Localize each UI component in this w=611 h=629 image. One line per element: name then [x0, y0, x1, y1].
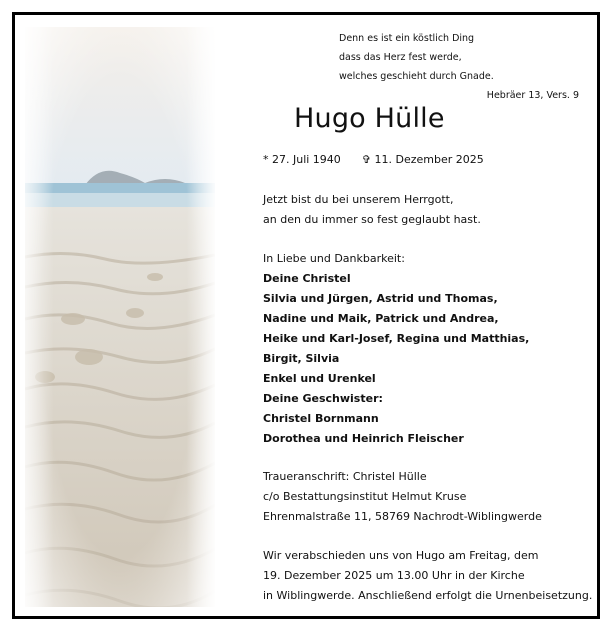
verse-line: Denn es ist ein köstlich Ding — [339, 33, 475, 44]
memorial-quote — [263, 190, 481, 230]
address-line: Ehrenmalstraße 11, 58769 Nachrodt-Wiblingwerde — [263, 510, 542, 523]
verse-line: welches geschieht durch Gnade. — [339, 71, 494, 82]
verse-reference: Hebräer 13, Vers. 9 — [486, 90, 579, 101]
mourner-name: Heike und Karl-Josef, Regina und Matthias, — [263, 332, 530, 345]
quote-line: an den du immer so fest geglaubt hast. — [263, 213, 481, 226]
bible-verse — [339, 29, 579, 105]
mourners-list — [263, 249, 529, 449]
beach-photo — [25, 27, 215, 607]
birth-date: * 27. Juli 1940 — [263, 153, 341, 166]
mourners-intro: In Liebe und Dankbarkeit: — [263, 252, 405, 265]
funeral-service-info — [263, 546, 592, 606]
mourner-name: Dorothea und Heinrich Fleischer — [263, 432, 464, 445]
quote-line: Jetzt bist du bei unserem Herrgott, — [263, 193, 454, 206]
mourner-name: Christel Bornmann — [263, 412, 379, 425]
mourner-name: Enkel und Urenkel — [263, 372, 376, 385]
death-date: ✞ 11. Dezember 2025 — [361, 153, 484, 166]
life-dates — [263, 153, 484, 166]
service-line: Wir verabschieden uns von Hugo am Freitag, dem — [263, 549, 539, 562]
address-line: c/o Bestattungsinstitut Helmut Kruse — [263, 490, 467, 503]
mourner-name: Deine Geschwister: — [263, 392, 383, 405]
mourner-name: Birgit, Silvia — [263, 352, 340, 365]
address-line: Traueranschrift: Christel Hülle — [263, 470, 427, 483]
service-line: 19. Dezember 2025 um 13.00 Uhr in der Kirche — [263, 569, 525, 582]
service-line: in Wiblingwerde. Anschließend erfolgt die Urnenbeisetzung. — [263, 589, 593, 602]
mourner-name: Silvia und Jürgen, Astrid und Thomas, — [263, 292, 498, 305]
verse-line: dass das Herz fest werde, — [339, 52, 462, 63]
obituary-frame — [12, 12, 600, 619]
deceased-name: Hugo Hülle — [294, 103, 445, 134]
mourning-address — [263, 467, 542, 527]
mourner-name: Nadine und Maik, Patrick und Andrea, — [263, 312, 499, 325]
mourner-name: Deine Christel — [263, 272, 351, 285]
